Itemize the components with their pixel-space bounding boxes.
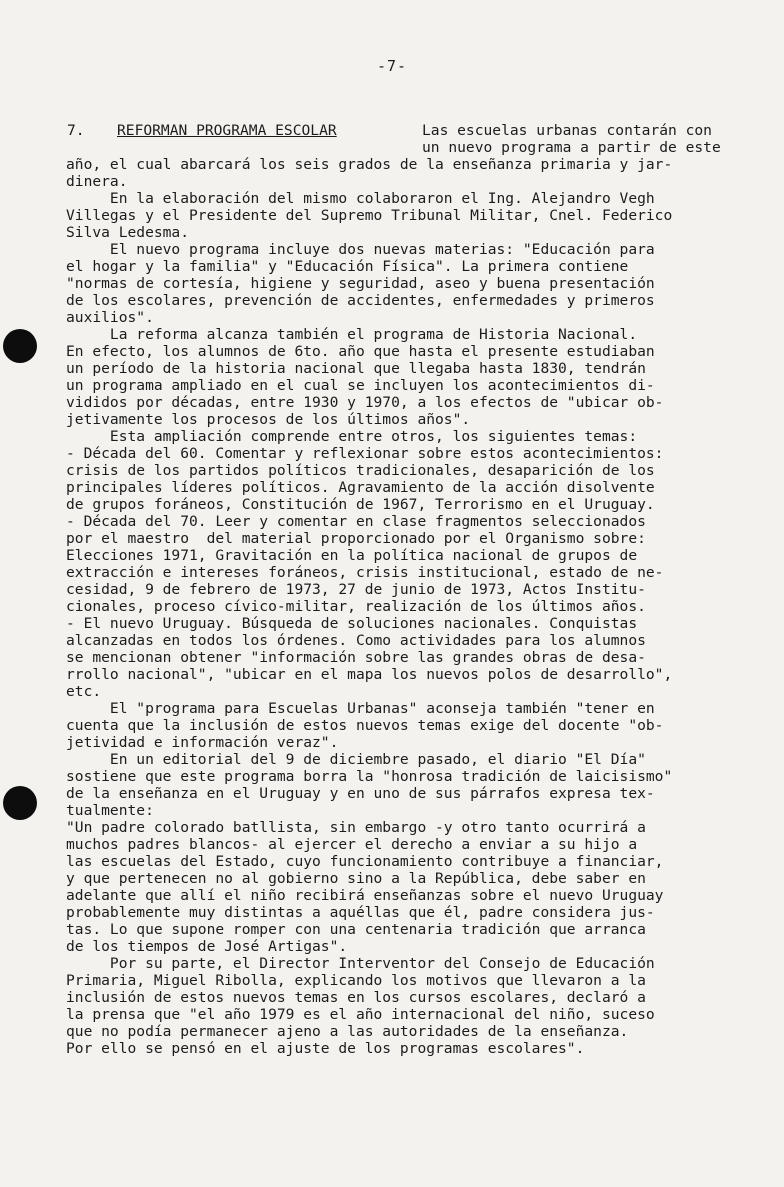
body-line: alcanzadas en todos los órdenes. Como actividades para los alumnos (66, 632, 646, 649)
section-number: 7. (67, 122, 85, 139)
body-line: que no podía permanecer ajeno a las autoridades de la enseñanza. (66, 1023, 629, 1040)
body-line: Esta ampliación comprende entre otros, los siguientes temas: (66, 428, 638, 445)
body-line: dinera. (66, 173, 128, 190)
body-line: cuenta que la inclusión de estos nuevos temas exige del docente "ob- (66, 717, 664, 734)
body-line: principales líderes políticos. Agravamiento de la acción disolvente (66, 479, 655, 496)
body-line: auxilios". (66, 309, 154, 326)
body-line: Silva Ledesma. (66, 224, 190, 241)
section-title: REFORMAN PROGRAMA ESCOLAR (117, 122, 337, 139)
body-line: el hogar y la familia" y "Educación Física". La primera contiene (66, 258, 629, 275)
body-line: Elecciones 1971, Gravitación en la política nacional de grupos de (66, 547, 638, 564)
body-line: vididos por décadas, entre 1930 y 1970, a los efectos de "ubicar ob- (66, 394, 664, 411)
body-line: año, el cual abarcará los seis grados de la enseñanza primaria y jar- (66, 156, 673, 173)
body-line: La reforma alcanza también el programa de Historia Nacional. (66, 326, 638, 343)
body-line: - Década del 60. Comentar y reflexionar sobre estos acontecimientos: (66, 445, 664, 462)
body-line: de la enseñanza en el Uruguay y en uno de sus párrafos expresa tex- (66, 785, 655, 802)
body-line: tualmente: (66, 802, 154, 819)
body-line: El "programa para Escuelas Urbanas" aconseja también "tener en (66, 700, 655, 717)
body-line: Por ello se pensó en el ajuste de los programas escolares". (66, 1040, 585, 1057)
opening-line: un nuevo programa a partir de este (422, 139, 721, 156)
body-line: se mencionan obtener "información sobre las grandes obras de desa- (66, 649, 646, 666)
body-line: las escuelas del Estado, cuyo funcionamiento contribuye a financiar, (66, 853, 664, 870)
body-line: de grupos foráneos, Constitución de 1967, Terrorismo en el Uruguay. (66, 496, 655, 513)
body-line: de los escolares, prevención de accidentes, enfermedades y primeros (66, 292, 655, 309)
body-line: "normas de cortesía, higiene y seguridad, aseo y buena presentación (66, 275, 655, 292)
body-line: "Un padre colorado batllista, sin embargo -y otro tanto ocurrirá a (66, 819, 646, 836)
body-line: por el maestro del material proporcionado por el Organismo sobre: (66, 530, 646, 547)
body-line: Villegas y el Presidente del Supremo Tribunal Militar, Cnel. Federico (66, 207, 673, 224)
body-line: El nuevo programa incluye dos nuevas materias: "Educación para (66, 241, 655, 258)
body-line: En un editorial del 9 de diciembre pasado, el diario "El Día" (66, 751, 646, 768)
body-line: de los tiempos de José Artigas". (66, 938, 348, 955)
body-line: - Década del 70. Leer y comentar en clase fragmentos seleccionados (66, 513, 646, 530)
body-line: muchos padres blancos- al ejercer el derecho a enviar a su hijo a (66, 836, 638, 853)
body-line: crisis de los partidos políticos tradicionales, desaparición de los (66, 462, 655, 479)
body-line: sostiene que este programa borra la "honrosa tradición de laicisismo" (66, 768, 673, 785)
body-line: jetividad e información veraz". (66, 734, 339, 751)
body-line: - El nuevo Uruguay. Búsqueda de soluciones nacionales. Conquistas (66, 615, 638, 632)
body-line: la prensa que "el año 1979 es el año internacional del niño, suceso (66, 1006, 655, 1023)
body-line: un período de la historia nacional que llegaba hasta 1830, tendrán (66, 360, 646, 377)
body-line: probablemente muy distintas a aquéllas que él, padre considera jus- (66, 904, 655, 921)
body-line: un programa ampliado en el cual se incluyen los acontecimientos di- (66, 377, 655, 394)
body-line: extracción e intereses foráneos, crisis institucional, estado de ne- (66, 564, 664, 581)
body-line: y que pertenecen no al gobierno sino a la República, debe saber en (66, 870, 646, 887)
body-line: tas. Lo que supone romper con una centenaria tradición que arranca (66, 921, 646, 938)
body-line: rrollo nacional", "ubicar en el mapa los nuevos polos de desarrollo", (66, 666, 673, 683)
body-line: etc. (66, 683, 102, 700)
body-line: En la elaboración del mismo colaboraron el Ing. Alejandro Vegh (66, 190, 655, 207)
punch-hole-bottom (3, 786, 37, 820)
body-line: jetivamente los procesos de los últimos años". (66, 411, 471, 428)
page-number: -7- (376, 57, 408, 75)
body-line: cionales, proceso cívico-militar, realización de los últimos años. (66, 598, 646, 615)
article-body (66, 156, 770, 1057)
punch-hole-top (3, 329, 37, 363)
body-line: cesidad, 9 de febrero de 1973, 27 de junio de 1973, Actos Institu- (66, 581, 646, 598)
body-line: En efecto, los alumnos de 6to. año que hasta el presente estudiaban (66, 343, 655, 360)
body-line: Por su parte, el Director Interventor del Consejo de Educación (66, 955, 655, 972)
body-line: Primaria, Miguel Ribolla, explicando los motivos que llevaron a la (66, 972, 646, 989)
section-opening (422, 122, 767, 156)
opening-line: Las escuelas urbanas contarán con (422, 122, 712, 139)
body-line: adelante que allí el niño recibirá enseñanzas sobre el nuevo Uruguay (66, 887, 664, 904)
body-line: inclusión de estos nuevos temas en los cursos escolares, declaró a (66, 989, 646, 1006)
